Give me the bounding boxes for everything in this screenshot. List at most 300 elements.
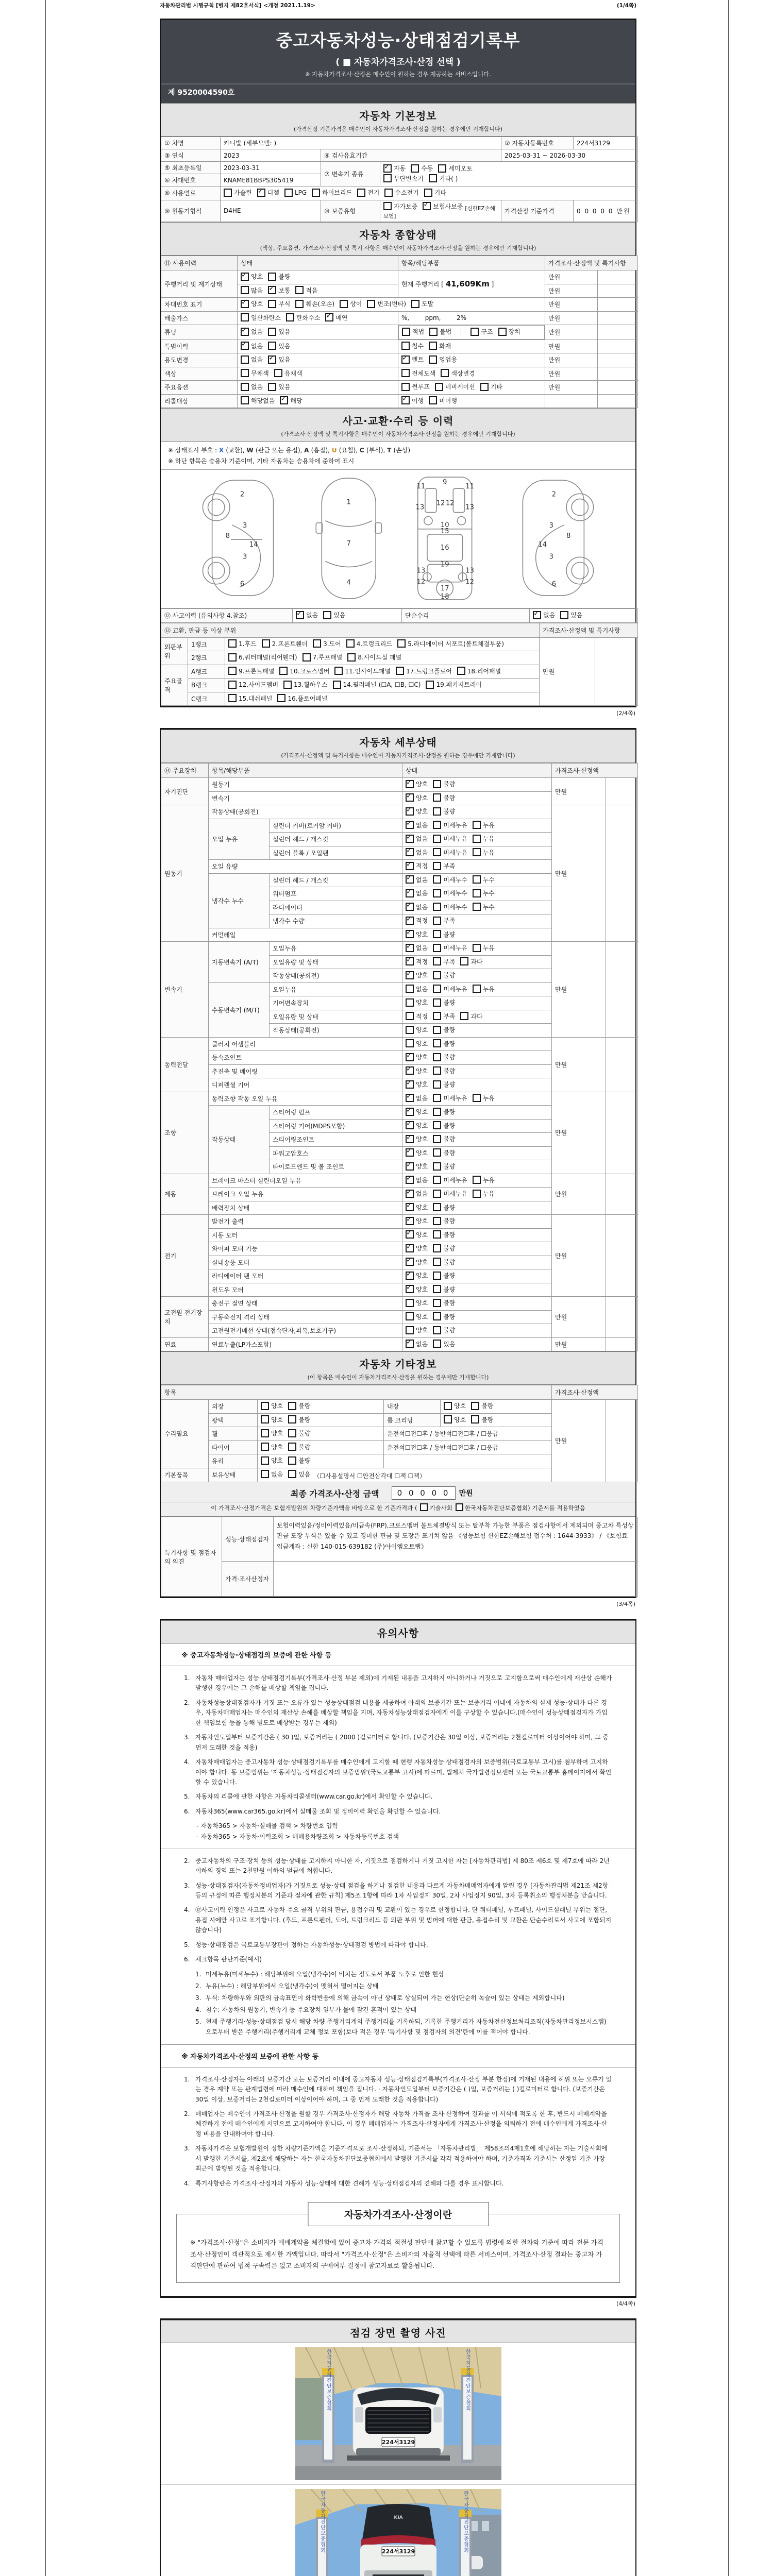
checked-checkbox-icon[interactable] (406, 1066, 414, 1075)
checked-checkbox-icon[interactable] (406, 889, 414, 897)
unchecked-checkbox-icon[interactable] (406, 1326, 414, 1334)
unchecked-checkbox-icon[interactable] (429, 328, 438, 336)
checkbox-option[interactable] (433, 916, 455, 925)
checkbox-option[interactable] (433, 779, 455, 788)
checkbox-option[interactable] (268, 342, 290, 350)
checkbox-option[interactable] (473, 834, 495, 843)
checkbox-option[interactable] (401, 382, 430, 391)
unchecked-checkbox-icon[interactable] (433, 1012, 441, 1020)
unchecked-checkbox-icon[interactable] (480, 383, 489, 391)
checked-checkbox-icon[interactable] (406, 821, 414, 829)
checkbox-option[interactable] (228, 667, 274, 675)
unchecked-checkbox-icon[interactable] (473, 1176, 481, 1184)
checkbox-option[interactable] (433, 807, 455, 816)
checkbox-option[interactable] (433, 957, 455, 966)
checkbox-option[interactable] (288, 1443, 310, 1451)
checkbox-option[interactable] (433, 998, 455, 1007)
unchecked-checkbox-icon[interactable] (473, 903, 481, 911)
checkbox-option[interactable] (471, 1415, 493, 1424)
unchecked-checkbox-icon[interactable] (473, 875, 481, 884)
checkbox-option[interactable] (406, 1134, 428, 1143)
unchecked-checkbox-icon[interactable] (288, 1429, 296, 1437)
unchecked-checkbox-icon[interactable] (268, 383, 276, 391)
unchecked-checkbox-icon[interactable] (288, 1402, 296, 1410)
checkbox-option[interactable] (295, 286, 317, 295)
unchecked-checkbox-icon[interactable] (277, 694, 285, 702)
unchecked-checkbox-icon[interactable] (433, 1053, 441, 1061)
checkbox-option[interactable] (241, 369, 269, 378)
checkbox-option[interactable] (473, 1189, 495, 1198)
unchecked-checkbox-icon[interactable] (433, 917, 441, 925)
checkbox-option[interactable] (277, 694, 327, 703)
checked-checkbox-icon[interactable] (406, 1148, 414, 1157)
unchecked-checkbox-icon[interactable] (435, 383, 443, 391)
checked-checkbox-icon[interactable] (406, 1230, 414, 1239)
checkbox-option[interactable] (433, 1326, 455, 1334)
checkbox-option[interactable] (383, 164, 406, 173)
unchecked-checkbox-icon[interactable] (284, 189, 293, 197)
checkbox-option[interactable] (288, 1470, 310, 1479)
checkbox-option[interactable] (406, 1340, 428, 1348)
checkbox-option[interactable] (429, 327, 451, 336)
checkbox-option[interactable] (433, 848, 467, 857)
checkbox-option[interactable] (433, 861, 455, 870)
checked-checkbox-icon[interactable] (406, 1340, 414, 1348)
unchecked-checkbox-icon[interactable] (433, 1190, 441, 1198)
checked-checkbox-icon[interactable] (406, 1190, 414, 1198)
unchecked-checkbox-icon[interactable] (268, 273, 276, 281)
checked-checkbox-icon[interactable] (406, 1121, 414, 1129)
checkbox-option[interactable] (473, 848, 495, 857)
unchecked-checkbox-icon[interactable] (241, 355, 249, 364)
checkbox-option[interactable] (433, 793, 455, 802)
checkbox-option[interactable] (433, 1312, 455, 1321)
checkbox-option[interactable] (261, 1429, 283, 1437)
checkbox-option[interactable] (286, 313, 320, 322)
unchecked-checkbox-icon[interactable] (433, 1285, 441, 1293)
checkbox-option[interactable] (406, 1271, 428, 1280)
checkbox-option[interactable] (424, 188, 446, 197)
checked-checkbox-icon[interactable] (280, 396, 288, 404)
unchecked-checkbox-icon[interactable] (473, 848, 481, 856)
unchecked-checkbox-icon[interactable] (433, 944, 441, 952)
checkbox-option[interactable] (406, 807, 428, 816)
unchecked-checkbox-icon[interactable] (406, 985, 414, 993)
unchecked-checkbox-icon[interactable] (429, 355, 437, 364)
unchecked-checkbox-icon[interactable] (429, 396, 437, 404)
checkbox-option[interactable] (444, 1415, 466, 1424)
checkbox-option[interactable] (433, 1039, 455, 1048)
checkbox-option[interactable] (406, 1066, 428, 1075)
unchecked-checkbox-icon[interactable] (406, 998, 414, 1007)
unchecked-checkbox-icon[interactable] (268, 342, 276, 350)
checkbox-option[interactable] (406, 1121, 428, 1130)
checkbox-option[interactable] (241, 396, 275, 405)
checkbox-option[interactable] (406, 875, 428, 884)
unchecked-checkbox-icon[interactable] (433, 985, 441, 993)
unchecked-checkbox-icon[interactable] (406, 1299, 414, 1307)
checked-checkbox-icon[interactable] (406, 1244, 414, 1252)
checkbox-option[interactable] (433, 1066, 455, 1075)
unchecked-checkbox-icon[interactable] (401, 342, 410, 350)
checkbox-option[interactable] (471, 1401, 493, 1410)
unchecked-checkbox-icon[interactable] (433, 793, 441, 802)
unchecked-checkbox-icon[interactable] (456, 1503, 463, 1511)
unchecked-checkbox-icon[interactable] (406, 1039, 414, 1047)
checkbox-option[interactable] (433, 1094, 467, 1103)
unchecked-checkbox-icon[interactable] (560, 611, 568, 619)
unchecked-checkbox-icon[interactable] (433, 1340, 441, 1348)
checkbox-option[interactable] (433, 930, 455, 939)
checked-checkbox-icon[interactable] (406, 793, 414, 802)
checkbox-option[interactable] (346, 639, 392, 648)
unchecked-checkbox-icon[interactable] (295, 286, 304, 294)
checkbox-option[interactable] (433, 1121, 455, 1130)
unchecked-checkbox-icon[interactable] (303, 653, 311, 662)
checkbox-option[interactable] (406, 861, 428, 870)
checkbox-option[interactable] (406, 930, 428, 939)
unchecked-checkbox-icon[interactable] (473, 835, 481, 843)
checkbox-option[interactable] (288, 1429, 310, 1437)
checkbox-option[interactable] (406, 848, 428, 857)
checkbox-option[interactable] (444, 1401, 466, 1410)
unchecked-checkbox-icon[interactable] (274, 369, 282, 377)
checkbox-option[interactable] (303, 653, 343, 662)
unchecked-checkbox-icon[interactable] (433, 1108, 441, 1116)
unchecked-checkbox-icon[interactable] (444, 1402, 452, 1410)
checkbox-option[interactable] (268, 299, 290, 308)
checkbox-option[interactable] (241, 342, 263, 350)
checkbox-option[interactable] (433, 1012, 455, 1021)
checkbox-option[interactable] (406, 1216, 428, 1225)
unchecked-checkbox-icon[interactable] (433, 998, 441, 1007)
checkbox-option[interactable] (411, 299, 433, 308)
checked-checkbox-icon[interactable] (406, 780, 414, 788)
unchecked-checkbox-icon[interactable] (224, 189, 232, 197)
unchecked-checkbox-icon[interactable] (498, 328, 507, 336)
checkbox-option[interactable] (406, 1203, 428, 1212)
checkbox-option[interactable] (441, 369, 475, 378)
checkbox-option[interactable] (357, 188, 379, 197)
checkbox-option[interactable] (406, 916, 428, 925)
unchecked-checkbox-icon[interactable] (411, 164, 419, 173)
checkbox-option[interactable] (406, 821, 428, 829)
checkbox-option[interactable] (333, 680, 421, 689)
checkbox-option[interactable] (402, 327, 424, 336)
checked-checkbox-icon[interactable] (406, 957, 414, 965)
checkbox-option[interactable] (406, 1094, 428, 1103)
unchecked-checkbox-icon[interactable] (383, 202, 392, 210)
checkbox-option[interactable] (433, 1176, 467, 1184)
checkbox-option[interactable] (435, 382, 475, 391)
unchecked-checkbox-icon[interactable] (473, 821, 481, 829)
checkbox-option[interactable] (406, 834, 428, 843)
unchecked-checkbox-icon[interactable] (346, 639, 355, 648)
unchecked-checkbox-icon[interactable] (444, 1415, 452, 1423)
checkbox-option[interactable] (347, 653, 401, 662)
unchecked-checkbox-icon[interactable] (433, 821, 441, 829)
checkbox-option[interactable] (433, 943, 467, 952)
checkbox-option[interactable] (433, 985, 467, 993)
checkbox-option[interactable] (423, 202, 463, 211)
checkbox-option[interactable] (279, 667, 329, 675)
unchecked-checkbox-icon[interactable] (420, 1503, 428, 1511)
checkbox-option[interactable] (406, 889, 428, 897)
unchecked-checkbox-icon[interactable] (334, 667, 343, 675)
unchecked-checkbox-icon[interactable] (268, 328, 276, 336)
checkbox-option[interactable] (406, 1162, 428, 1171)
checkbox-option[interactable] (433, 1216, 455, 1225)
unchecked-checkbox-icon[interactable] (261, 1429, 269, 1437)
unchecked-checkbox-icon[interactable] (367, 300, 375, 308)
checkbox-option[interactable] (283, 680, 327, 689)
unchecked-checkbox-icon[interactable] (433, 1176, 441, 1184)
checkbox-option[interactable] (406, 1230, 428, 1239)
unchecked-checkbox-icon[interactable] (288, 1456, 296, 1465)
checked-checkbox-icon[interactable] (325, 313, 333, 321)
unchecked-checkbox-icon[interactable] (241, 286, 249, 294)
unchecked-checkbox-icon[interactable] (433, 835, 441, 843)
checked-checkbox-icon[interactable] (383, 164, 392, 173)
checkbox-option[interactable] (261, 1401, 283, 1410)
unchecked-checkbox-icon[interactable] (433, 862, 441, 870)
checkbox-option[interactable] (323, 611, 345, 619)
checkbox-option[interactable] (401, 396, 424, 405)
unchecked-checkbox-icon[interactable] (228, 653, 237, 662)
checkbox-option[interactable] (433, 1148, 455, 1157)
unchecked-checkbox-icon[interactable] (457, 667, 465, 675)
unchecked-checkbox-icon[interactable] (438, 164, 446, 173)
checkbox-option[interactable] (406, 1148, 428, 1157)
unchecked-checkbox-icon[interactable] (429, 174, 437, 182)
unchecked-checkbox-icon[interactable] (228, 667, 237, 675)
checkbox-option[interactable] (401, 355, 424, 364)
checkbox-option[interactable] (406, 1244, 428, 1252)
unchecked-checkbox-icon[interactable] (473, 889, 481, 897)
checkbox-option[interactable] (261, 1443, 283, 1451)
checkbox-option[interactable] (396, 667, 452, 675)
checkbox-option[interactable] (433, 1189, 467, 1198)
checked-checkbox-icon[interactable] (241, 300, 249, 308)
checked-checkbox-icon[interactable] (406, 807, 414, 816)
checkbox-option[interactable] (460, 957, 482, 966)
unchecked-checkbox-icon[interactable] (261, 1443, 269, 1451)
unchecked-checkbox-icon[interactable] (241, 383, 249, 391)
checkbox-option[interactable] (406, 985, 428, 993)
unchecked-checkbox-icon[interactable] (433, 1094, 441, 1102)
checked-checkbox-icon[interactable] (406, 1094, 414, 1102)
unchecked-checkbox-icon[interactable] (261, 1402, 269, 1410)
unchecked-checkbox-icon[interactable] (228, 639, 237, 648)
unchecked-checkbox-icon[interactable] (424, 189, 432, 197)
unchecked-checkbox-icon[interactable] (433, 930, 441, 938)
unchecked-checkbox-icon[interactable] (441, 369, 449, 377)
unchecked-checkbox-icon[interactable] (433, 1121, 441, 1129)
checkbox-option[interactable] (268, 355, 290, 364)
unchecked-checkbox-icon[interactable] (406, 1012, 414, 1020)
checkbox-option[interactable] (268, 327, 290, 336)
unchecked-checkbox-icon[interactable] (433, 1258, 441, 1266)
unchecked-checkbox-icon[interactable] (357, 189, 365, 197)
checkbox-option[interactable] (433, 1107, 455, 1116)
checkbox-option[interactable] (429, 396, 457, 405)
unchecked-checkbox-icon[interactable] (433, 780, 441, 788)
unchecked-checkbox-icon[interactable] (426, 681, 434, 689)
unchecked-checkbox-icon[interactable] (433, 1066, 441, 1075)
checkbox-option[interactable] (473, 1094, 495, 1103)
checkbox-option[interactable] (340, 299, 362, 308)
checkbox-option[interactable] (406, 1189, 428, 1198)
unchecked-checkbox-icon[interactable] (433, 1039, 441, 1047)
unchecked-checkbox-icon[interactable] (433, 1080, 441, 1089)
checked-checkbox-icon[interactable] (406, 903, 414, 911)
checkbox-option[interactable] (406, 998, 428, 1007)
checkbox-option[interactable] (533, 611, 555, 619)
checkbox-option[interactable] (313, 639, 341, 648)
checkbox-option[interactable] (406, 779, 428, 788)
checkbox-option[interactable] (433, 889, 467, 897)
unchecked-checkbox-icon[interactable] (228, 681, 237, 689)
checked-checkbox-icon[interactable] (406, 835, 414, 843)
unchecked-checkbox-icon[interactable] (433, 1162, 441, 1171)
checkbox-option[interactable] (261, 1415, 283, 1424)
unchecked-checkbox-icon[interactable] (283, 681, 292, 689)
checkbox-option[interactable] (433, 1025, 455, 1034)
checkbox-option[interactable] (433, 1285, 455, 1294)
checkbox-option[interactable] (224, 188, 252, 197)
checkbox-option[interactable] (384, 188, 418, 197)
checkbox-option[interactable] (288, 1456, 310, 1465)
checkbox-option[interactable] (228, 653, 297, 662)
checkbox-option[interactable] (261, 1470, 283, 1479)
unchecked-checkbox-icon[interactable] (433, 889, 441, 897)
unchecked-checkbox-icon[interactable] (433, 1244, 441, 1252)
unchecked-checkbox-icon[interactable] (471, 1415, 479, 1423)
checkbox-option[interactable] (406, 1053, 428, 1061)
checked-checkbox-icon[interactable] (406, 1203, 414, 1211)
unchecked-checkbox-icon[interactable] (433, 807, 441, 816)
unchecked-checkbox-icon[interactable] (473, 1190, 481, 1198)
unchecked-checkbox-icon[interactable] (313, 639, 321, 648)
checkbox-option[interactable] (473, 903, 495, 911)
checkbox-option[interactable] (433, 1244, 455, 1252)
unchecked-checkbox-icon[interactable] (433, 957, 441, 965)
checkbox-option[interactable] (473, 889, 495, 897)
checked-checkbox-icon[interactable] (241, 342, 249, 350)
checkbox-option[interactable] (406, 1176, 428, 1184)
unchecked-checkbox-icon[interactable] (241, 313, 249, 321)
unchecked-checkbox-icon[interactable] (433, 1326, 441, 1334)
checkbox-option[interactable] (401, 369, 435, 378)
checkbox-option[interactable] (406, 971, 428, 979)
unchecked-checkbox-icon[interactable] (288, 1470, 296, 1478)
checkbox-option[interactable] (433, 1134, 455, 1143)
checkbox-option[interactable] (228, 639, 257, 648)
unchecked-checkbox-icon[interactable] (261, 1456, 269, 1465)
checkbox-option[interactable] (228, 680, 278, 689)
checkbox-option[interactable] (433, 1203, 455, 1212)
checked-checkbox-icon[interactable] (296, 611, 304, 619)
unchecked-checkbox-icon[interactable] (433, 1148, 441, 1157)
checkbox-option[interactable] (383, 174, 424, 183)
checkbox-option[interactable] (473, 1176, 495, 1184)
unchecked-checkbox-icon[interactable] (460, 1012, 468, 1020)
unchecked-checkbox-icon[interactable] (473, 944, 481, 952)
unchecked-checkbox-icon[interactable] (286, 313, 294, 321)
unchecked-checkbox-icon[interactable] (323, 611, 331, 619)
checkbox-option[interactable] (433, 875, 467, 884)
unchecked-checkbox-icon[interactable] (433, 971, 441, 979)
checkbox-option[interactable] (433, 1080, 455, 1089)
checkbox-option[interactable] (411, 164, 433, 173)
checked-checkbox-icon[interactable] (406, 1162, 414, 1171)
checked-checkbox-icon[interactable] (423, 202, 431, 210)
checked-checkbox-icon[interactable] (401, 396, 410, 404)
unchecked-checkbox-icon[interactable] (333, 681, 341, 689)
unchecked-checkbox-icon[interactable] (433, 1312, 441, 1320)
unchecked-checkbox-icon[interactable] (433, 1272, 441, 1280)
checkbox-option[interactable] (325, 313, 347, 322)
checked-checkbox-icon[interactable] (406, 971, 414, 979)
unchecked-checkbox-icon[interactable] (228, 694, 237, 702)
checkbox-option[interactable] (262, 639, 308, 648)
checkbox-option[interactable] (406, 903, 428, 911)
checkbox-option[interactable] (261, 1456, 283, 1465)
checkbox-option[interactable] (426, 680, 482, 689)
checked-checkbox-icon[interactable] (406, 1176, 414, 1184)
unchecked-checkbox-icon[interactable] (268, 300, 276, 308)
checkbox-option[interactable] (480, 382, 502, 391)
checkbox-option[interactable] (288, 1401, 310, 1410)
unchecked-checkbox-icon[interactable] (433, 1230, 441, 1239)
unchecked-checkbox-icon[interactable] (288, 1443, 296, 1451)
checkbox-option[interactable] (241, 382, 263, 391)
checkbox-option[interactable] (429, 355, 457, 364)
checkbox-option[interactable] (397, 639, 504, 648)
checkbox-option[interactable] (406, 1312, 428, 1321)
checked-checkbox-icon[interactable] (406, 875, 414, 884)
checkbox-option[interactable] (288, 1415, 310, 1424)
checkbox-option[interactable] (296, 611, 318, 619)
checked-checkbox-icon[interactable] (406, 862, 414, 870)
unchecked-checkbox-icon[interactable] (279, 667, 288, 675)
unchecked-checkbox-icon[interactable] (433, 1217, 441, 1225)
unchecked-checkbox-icon[interactable] (261, 1415, 269, 1423)
checkbox-option[interactable] (433, 1053, 455, 1061)
checkbox-option[interactable] (433, 821, 467, 829)
checkbox-option[interactable] (406, 957, 428, 966)
unchecked-checkbox-icon[interactable] (470, 328, 479, 336)
unchecked-checkbox-icon[interactable] (347, 653, 356, 662)
checkbox-option[interactable] (284, 189, 307, 197)
unchecked-checkbox-icon[interactable] (433, 848, 441, 856)
unchecked-checkbox-icon[interactable] (402, 328, 410, 336)
unchecked-checkbox-icon[interactable] (471, 1402, 479, 1410)
checkbox-option[interactable] (473, 943, 495, 952)
checkbox-option[interactable] (433, 1298, 455, 1307)
checkbox-option[interactable] (406, 1107, 428, 1116)
checked-checkbox-icon[interactable] (533, 611, 541, 619)
unchecked-checkbox-icon[interactable] (288, 1415, 296, 1423)
unchecked-checkbox-icon[interactable] (312, 189, 320, 197)
checkbox-option[interactable] (401, 342, 424, 350)
checkbox-option[interactable] (228, 694, 272, 703)
checkbox-option[interactable] (241, 286, 263, 295)
checkbox-option[interactable] (406, 943, 428, 952)
checkbox-option[interactable] (433, 1258, 455, 1266)
checkbox-option[interactable] (429, 174, 458, 183)
checked-checkbox-icon[interactable] (406, 1053, 414, 1061)
